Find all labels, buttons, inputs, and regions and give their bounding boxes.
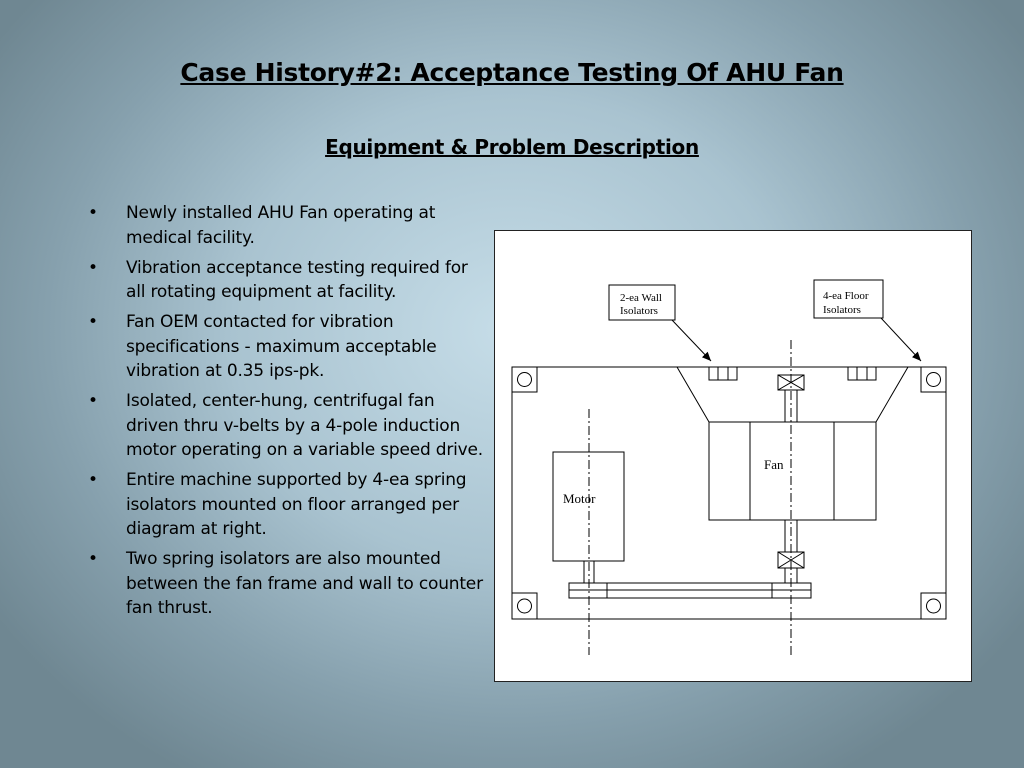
floor-isolators-label-line2: Isolators [823,304,861,316]
bullet-icon: • [88,549,98,569]
floor-isolators-arrow [881,318,921,361]
wall-isolators-label-line2: Isolators [620,305,658,317]
wall-isolators-arrow [672,320,711,361]
bullet-icon: • [88,470,98,490]
wall-isolators-label-line1: 2-ea Wall [620,292,662,304]
motor-label: Motor [563,491,596,506]
bullet-text: Newly installed AHU Fan operating at medical facility. [126,203,436,248]
diagram-svg [495,231,973,683]
fan-housing [709,422,876,520]
bullet-text: Vibration acceptance testing required for all rotating equipment at facility. [126,257,468,302]
floor-isolator-bottom-left [512,593,537,619]
bullet-icon: • [88,203,98,223]
bullet-icon: • [88,257,98,278]
bullet-item [88,310,488,384]
floor-isolator-top-right [921,367,946,392]
bullet-item [88,547,488,621]
floor-isolators-label-line1: 4-ea Floor [823,290,869,302]
slide-subtitle: Equipment & Problem Description [325,135,699,159]
fan-label: Fan [764,457,784,472]
bullet-item [88,389,488,463]
bullet-icon: • [88,391,98,411]
floor-isolator-bottom-right [921,593,946,619]
bullet-item [88,256,488,305]
bullet-text: Isolated, center-hung, centrifugal fan driven thru v-belts by a 4-pole induction motor operating on a variable speed drive. [126,391,484,460]
bullet-text: Two spring isolators are also mounted between the fan frame and wall to counter fan thrust. [126,549,483,618]
bullet-item [88,468,488,542]
bullet-item [88,201,488,250]
floor-isolator-top-left [512,367,537,392]
equipment-diagram [494,230,972,682]
v-belt-drive [569,583,811,598]
bullet-text: Fan OEM contacted for vibration specifications - maximum acceptable vibration at 0.35 ips-pk. [126,312,437,381]
bullet-list [88,201,488,626]
bullet-icon: • [88,312,98,332]
bullet-text: Entire machine supported by 4-ea spring isolators mounted on floor arranged per diagram at right. [126,470,467,539]
slide-title: Case History#2: Acceptance Testing Of AHU Fan [180,58,844,87]
wall-isolator-right [848,367,876,380]
wall-isolator-left [709,367,737,380]
